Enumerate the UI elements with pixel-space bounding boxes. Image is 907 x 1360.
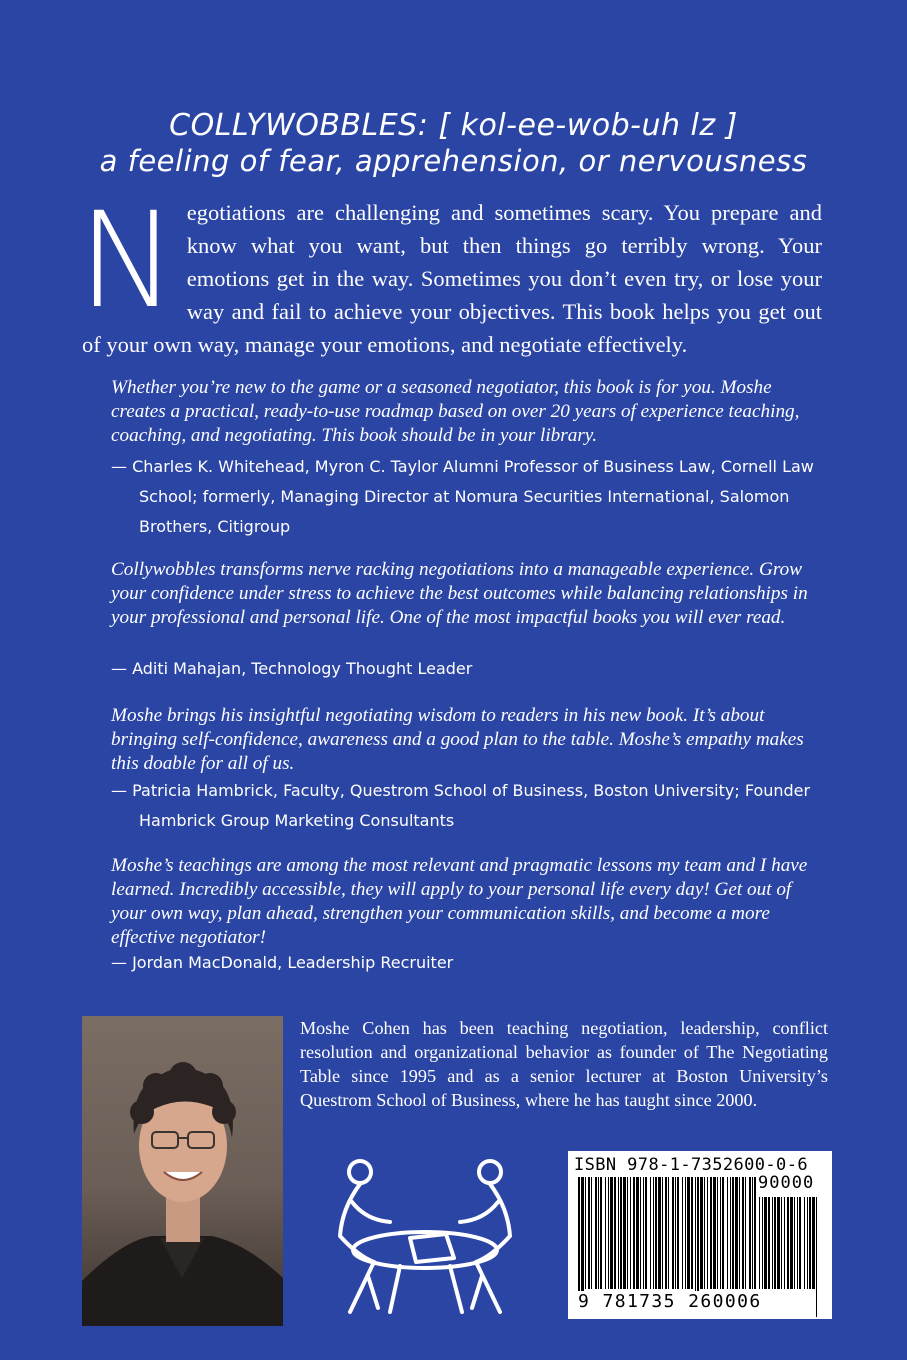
barcode-bar [581, 1177, 584, 1297]
barcode-bar [777, 1197, 780, 1289]
barcode-bar [677, 1177, 679, 1289]
barcode-bar [682, 1177, 683, 1289]
isbn-label: ISBN 978-1-7352600-0-6 [574, 1155, 808, 1175]
barcode-bar [630, 1177, 631, 1289]
barcode-bar [772, 1197, 773, 1289]
barcode-bar [717, 1177, 718, 1289]
barcode-bar [695, 1177, 696, 1297]
endorsement-attribution-4: — Jordan MacDonald, Leadership Recruiter [111, 953, 454, 972]
barcode-bar [578, 1177, 580, 1297]
endorsement-quote-1: Whether you’re new to the game or a seasoned negotiator, this book is for you. Moshe creates a practical, ready-to-use roadmap based on over 20 years of experience teaching, coaching, and negotiating. This book should be in your library. [111, 377, 800, 446]
barcode-bar [691, 1177, 693, 1289]
barcode-bar [799, 1197, 801, 1289]
barcode-bar [627, 1177, 628, 1289]
barcode-bar [700, 1177, 703, 1289]
barcode-bar [790, 1197, 793, 1289]
barcode-bar [600, 1177, 602, 1289]
title-line: COLLYWOBBLES: [ kol-ee-wob-uh lz ] [169, 108, 738, 143]
barcode-bar [697, 1177, 699, 1297]
barcode-bar [804, 1197, 805, 1289]
barcode-bar [739, 1177, 740, 1289]
barcode-bar [704, 1177, 705, 1289]
barcode-bar [668, 1177, 669, 1289]
barcode-bar [662, 1177, 663, 1289]
isbn-barcode [568, 1151, 832, 1319]
endorsement-quote-2: Collywobbles transforms nerve racking negotiations into a manageable experience. Grow your confidence under stress to achieve the best outcomes while balancing relationships in your professional and personal life. One of the most impactful books you will ever read. [111, 559, 808, 628]
barcode-bar [653, 1177, 654, 1289]
barcode-bar [781, 1197, 782, 1289]
barcode-addon-digits: 90000 [758, 1173, 815, 1193]
barcode-bar [768, 1197, 770, 1289]
barcode-bar [645, 1177, 647, 1289]
barcode-bar [640, 1177, 641, 1289]
intro-text: egotiations are challenging and sometimes scary. You prepare and know what you want, but then things go terribly wrong. Your emotions get in the way. Sometimes you don’t even try, or lose your way and fail to achieve your objectives. This book helps you get out of your own way, manage your emotions, and negotiate effectively. [82, 200, 822, 357]
barcode-bar [643, 1177, 644, 1289]
definition-line: a feeling of fear, apprehension, or nervousness [99, 144, 808, 178]
barcode-bar [608, 1177, 609, 1289]
barcode-bar [655, 1177, 657, 1289]
barcode-bar [720, 1177, 721, 1289]
author-photo [82, 1016, 283, 1326]
endorsement-attribution-2: — Aditi Mahajan, Technology Thought Leader [111, 659, 473, 678]
barcode-bar [665, 1177, 667, 1289]
drop-cap: N [78, 184, 177, 338]
endorsement-attribution-3: — Patricia Hambrick, Faculty, Questrom School of Business, Boston University; Founder Hambrick Group Marketing Consultants [111, 781, 811, 830]
negotiating-table-logo [330, 1158, 520, 1318]
barcode-bar [742, 1177, 744, 1289]
barcode-digits: 9 781735 260006 [578, 1291, 762, 1312]
barcode-bar [797, 1197, 798, 1289]
endorsement-quote-4: Moshe’s teachings are among the most relevant and pragmatic lessons my team and I have learned. Incredibly accessible, they will apply to your personal life every day! Get out of your own way, plan ahead, strengthen your communication skills, and become a more effective negotiator! [111, 855, 808, 948]
barcode-bar [794, 1197, 795, 1289]
barcode-bar [774, 1197, 776, 1289]
barcode-bar [745, 1177, 746, 1289]
barcode-bar [623, 1177, 626, 1289]
author-bio: Moshe Cohen has been teaching negotiation, leadership, conflict resolution and organizational behavior as founder of The Negotiating Table since 1995 and as a senior lecturer at Boston University’s Questrom School of Business, where he has taught since 2000. [300, 1018, 828, 1110]
barcode-bar [636, 1177, 639, 1289]
barcode-bar [658, 1177, 661, 1289]
endorsement-attribution-1: — Charles K. Whitehead, Myron C. Taylor Alumni Professor of Business Law, Cornell Law School; formerly, Managing Director at Nomura Securities International, Salomon Brothers, Citigroup [111, 457, 814, 536]
barcode-bar [633, 1177, 635, 1289]
author-portrait-illustration [82, 1016, 283, 1326]
barcode-bar [598, 1177, 599, 1289]
barcode-bar [762, 1197, 763, 1289]
barcode-bar [812, 1197, 815, 1289]
barcode-bar [610, 1177, 613, 1289]
barcode-bar [749, 1177, 751, 1289]
barcode-bar [591, 1177, 592, 1289]
barcode-bar [727, 1177, 728, 1289]
barcode-bar [595, 1177, 597, 1289]
barcode-bar [675, 1177, 676, 1289]
barcode-bar [809, 1197, 811, 1289]
barcode-bar [764, 1197, 767, 1289]
intro-paragraph [78, 184, 822, 361]
barcode-bar [650, 1177, 651, 1289]
barcode-bar [787, 1197, 789, 1289]
barcode-bar [807, 1197, 808, 1289]
barcode-bar [735, 1177, 738, 1289]
barcode-bar [685, 1177, 686, 1289]
barcode-bar [707, 1177, 708, 1289]
barcode-bar [730, 1177, 731, 1289]
barcode-bar [672, 1177, 674, 1289]
barcode-bar [713, 1177, 716, 1289]
barcode-bar [588, 1177, 590, 1289]
barcode-bar [754, 1177, 756, 1289]
barcode-bar [710, 1177, 712, 1289]
barcode-bar [614, 1177, 616, 1289]
barcode-bar [687, 1177, 690, 1289]
barcode-bar [732, 1177, 734, 1289]
barcode-bar [784, 1197, 785, 1289]
barcode-bar [816, 1197, 817, 1317]
barcode-bar [752, 1177, 753, 1289]
endorsement-quote-3: Moshe brings his insightful negotiating wisdom to readers in his new book. It’s about bringing self-confidence, awareness and a good plan to the table. Moshe’s empathy makes this doable for all of us. [111, 705, 804, 774]
barcode-bar [759, 1197, 760, 1289]
barcode-bar [605, 1177, 606, 1289]
barcode-bar [722, 1177, 724, 1289]
barcode-bar [618, 1177, 619, 1289]
barcode-bar [585, 1177, 586, 1289]
barcode-bar [620, 1177, 622, 1289]
